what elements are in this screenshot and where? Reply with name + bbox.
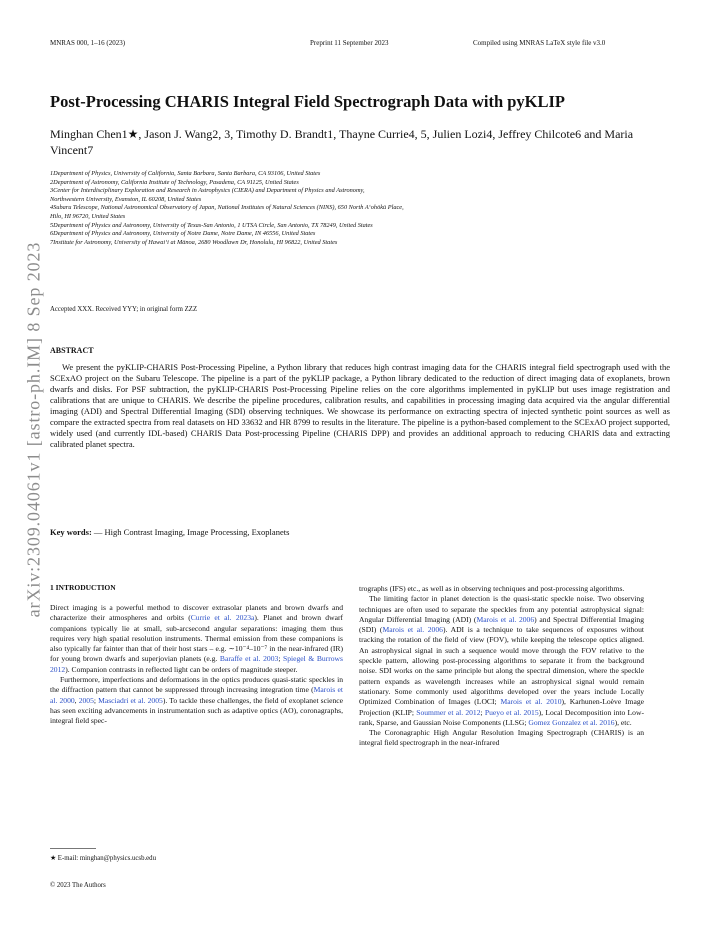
copyright-notice: © 2023 The Authors — [50, 882, 106, 889]
left-column — [50, 603, 343, 727]
intro-paragraph-3: trographs (IFS) etc., as well as in observing techniques and post-processing algorithms. — [359, 584, 625, 593]
citation-link[interactable]: Spiegel & Burrows 2012 — [50, 654, 343, 674]
author-list: Minghan Chen1★, Jason J. Wang2, 3, Timothy D. Brandt1, Thayne Currie4, 5, Julien Lozi4, Jeffrey Chilcote6 and Maria Vincent7 — [50, 127, 634, 157]
footnote-rule — [50, 848, 96, 849]
intro-paragraph-1: Direct imaging is a powerful method to discover extrasolar planets and brown dwarfs and characterize their atmospheres and orbits (Currie et al. 2023a). Planet and brown dwarf companions typically lie at small, sub-arcsecond angular separations: imaging them thus requires very high spatial resolution instruments. Thermal emission from these companions is also typically far fainter than that of their host stars – e.g. ∼10⁻⁴–10⁻⁷ in the near-infrared (IR) for young brown dwarfs and superjovian planets (e.g. Baraffe et al. 2003; Spiegel & Burrows 2012). Companion contrasts in reflected light can be orders of magnitude steeper. — [50, 603, 344, 674]
preprint-date: Preprint 11 September 2023 — [310, 39, 389, 47]
affiliations — [50, 170, 660, 247]
abstract-text: We present the pyKLIP-CHARIS Post-Processing Pipeline, a Python library that reduces high contrast imaging data for the CHARIS integral field spectrograph used with the SCExAO project on the Subaru Telescope. The pipeline is a part of the pyKLIP package, a Python library dedicated to the reduction of direct imaging data of exoplanets, brown dwarfs and disks. For PSF subtraction, the pyKLIP-CHARIS Post-Processing Pipeline relies on the core algorithms implemented in pyKLIP but uses image registration and calibrations that are unique to CHARIS. We describe the pipeline procedures, calibration results, and capabilities in processing imaging data acquired via the angular differential imaging (ADI) and Spectral Differential Imaging (SDI) observing techniques. We showcase its performance on extracting spectra of injected synthetic point sources as well as compare the extracted spectra from real datasets on HD 33632 and HR 8799 to results in the literature. The pipeline is a python-based complement to the SCExAO project supported, widely used (and currently IDL-based) CHARIS Data Post-processing Pipeline (CHARIS DPP) and provides an additional approach to reducing CHARIS data and extracting calibrated planet spectra. — [50, 362, 670, 449]
affiliation-line: 7Institute for Astronomy, University of Hawai‘i at Mānoa, 2680 Woodlawn Dr, Honolulu, HI 96822, United States — [50, 238, 338, 246]
citation-link[interactable]: Masciadri et al. 2005 — [98, 695, 163, 705]
citation-link[interactable]: Marois et al. 2000 — [50, 685, 343, 705]
citation-link[interactable]: Currie et al. 2023a — [190, 613, 255, 623]
affiliation-line: 4Subaru Telescope, National Astronomical Observatory of Japan, National Institutes of Natural Sciences (NINS), 650 North A‘ohōkū Place, — [50, 204, 404, 212]
affiliation-line: 3Center for Interdisciplinary Exploration and Research in Astrophysics (CIERA) and Department of Physics and Astronomy, — [50, 187, 365, 195]
affiliation-line: Northwestern University, Evanston, IL 60208, United States — [50, 195, 202, 203]
keywords-list: — High Contrast Imaging, Image Processing, Exoplanets — [93, 527, 290, 537]
intro-paragraph-5: The Coronagraphic High Angular Resolution Imaging Spectrograph (CHARIS) is an integral field spectrograph in the near-infrared — [359, 728, 644, 748]
affiliation-line: 5Department of Physics and Astronomy, University of Texas-San Antonio, 1 UTSA Circle, San Antonio, TX 78249, United States — [50, 221, 373, 229]
affiliation-line: 6Department of Physics and Astronomy, University of Notre Dame, Notre Dame, IN 46556, United States — [50, 230, 316, 238]
acceptance-note: Accepted XXX. Received YYY; in original form ZZZ — [50, 306, 198, 313]
right-column — [359, 584, 644, 749]
keywords — [50, 527, 670, 537]
affiliation-line: 2Department of Astronomy, California Institute of Technology, Pasadena, CA 91125, United States — [50, 178, 299, 186]
intro-paragraph-4: The limiting factor in planet detection is the quasi-static speckle noise. Two observing techniques are often used to separate the speckles from any potential astrophysical signal: Angular Differential Imaging (ADI) (Marois et al. 2006) and Spectral Differential Imaging (SDI) (Marois et al. 2006). ADI is a technique to take sequences of exposures without tracking the rotation of the field of view (FOV), while keeping the telescope optics aligned. An astrophysical signal in such a sequence would move through the FOV relative to the speckle pattern, allowing post-processing algorithms to separate it from the background noise. SDI works on the same principle but along the spectral dimension, where the speckle pattern expands as wavelength increases while an astrophysical signal would remain stationary. Some commonly used algorithms developed over the years include Locally Optimized Combination of Images (LOCI; Marois et al. 2010), Karhunen-Loève Image Projection (KLIP; Soummer et al. 2012; Pueyo et al. 2015), Local Decomposition into Low-rank, Sparse, and Gaussian Noise Components (LLSG; Gomez Gonzalez et al. 2016), etc. — [359, 594, 644, 727]
paper-title: Post-Processing CHARIS Integral Field Spectrograph Data with pyKLIP — [50, 92, 566, 111]
citation-link[interactable]: Pueyo et al. 2015 — [484, 707, 539, 717]
section-heading: 1 INTRODUCTION — [50, 583, 116, 592]
citation-link[interactable]: Marois et al. 2010 — [500, 697, 562, 707]
email-footnote: ★ E-mail: minghan@physics.ucsb.edu — [50, 855, 156, 862]
arxiv-stamp[interactable]: arXiv:2309.04061v1 [astro-ph.IM] 8 Sep 2023 — [23, 241, 44, 618]
keywords-label: Key words: — [50, 527, 92, 537]
citation-link[interactable]: Baraffe et al. 2003 — [219, 654, 279, 664]
citation-link[interactable]: Soummer et al. 2012 — [416, 707, 481, 717]
citation-link[interactable]: Marois et al. 2006 — [476, 614, 535, 624]
compiled-note: Compiled using MNRAS LaTeX style file v3.0 — [473, 39, 606, 47]
affiliation-line: 1Department of Physics, University of California, Santa Barbara, Santa Barbara, CA 93106, United States — [50, 170, 321, 177]
intro-paragraph-2: Furthermore, imperfections and deformations in the optics produces quasi-static speckles in the diffraction pattern that cannot be suppressed through increasing integration time (Marois et al. 2000, 2005; Masciadri et al. 2005). To tackle these challenges, the field of exoplanet science has seen exciting advancements in instrumentation such as adaptive optics (AO), coronagraphs, integral field spec- — [50, 675, 344, 726]
citation-link[interactable]: Gomez Gonzalez et al. 2016 — [528, 717, 615, 727]
abstract-heading: ABSTRACT — [50, 346, 94, 355]
affiliation-line: Hilo, HI 96720, United States — [50, 212, 126, 220]
citation-link[interactable]: Marois et al. 2006 — [382, 625, 443, 635]
journal-header: MNRAS 000, 1–16 (2023) — [50, 39, 126, 47]
citation-link[interactable]: 2005 — [78, 695, 94, 705]
